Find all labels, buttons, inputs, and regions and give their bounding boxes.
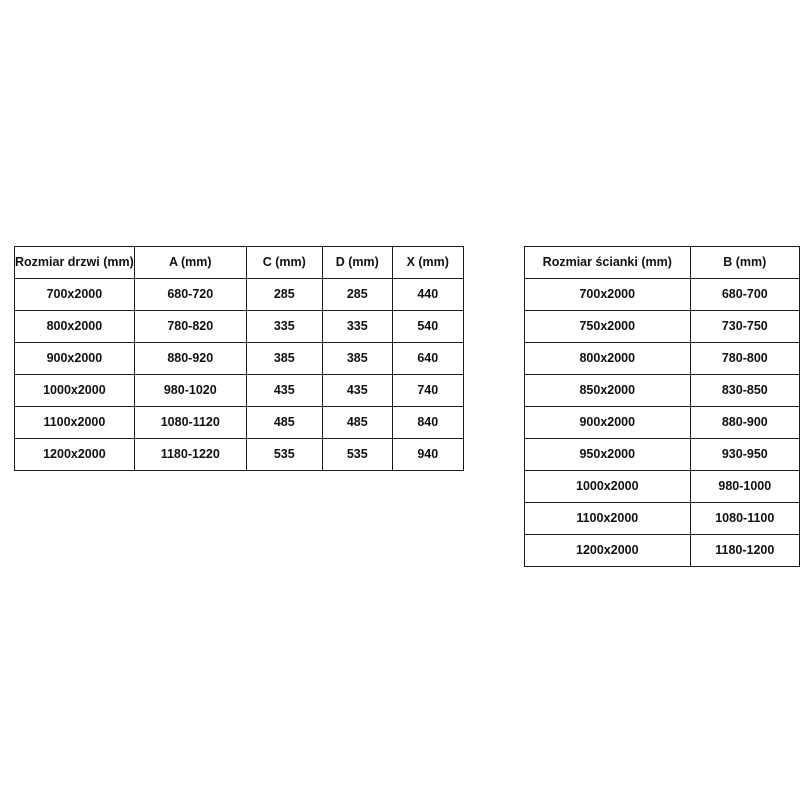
cell-a: 780-820 bbox=[134, 311, 246, 343]
cell-wall-size: 750x2000 bbox=[525, 311, 691, 343]
cell-b: 930-950 bbox=[690, 439, 799, 471]
cell-x: 440 bbox=[392, 279, 463, 311]
cell-x: 840 bbox=[392, 407, 463, 439]
cell-wall-size: 900x2000 bbox=[525, 407, 691, 439]
cell-b: 830-850 bbox=[690, 375, 799, 407]
cell-door-size: 1000x2000 bbox=[15, 375, 135, 407]
cell-a: 680-720 bbox=[134, 279, 246, 311]
cell-c: 435 bbox=[246, 375, 322, 407]
cell-b: 730-750 bbox=[690, 311, 799, 343]
door-size-table bbox=[14, 246, 464, 471]
column-header-b: B (mm) bbox=[690, 247, 799, 279]
column-header-d: D (mm) bbox=[322, 247, 392, 279]
column-header-a: A (mm) bbox=[134, 247, 246, 279]
cell-door-size: 700x2000 bbox=[15, 279, 135, 311]
table-row bbox=[15, 375, 464, 407]
table-row bbox=[525, 343, 800, 375]
cell-wall-size: 1200x2000 bbox=[525, 535, 691, 567]
table-row bbox=[15, 407, 464, 439]
table-row bbox=[525, 439, 800, 471]
cell-wall-size: 1100x2000 bbox=[525, 503, 691, 535]
cell-b: 880-900 bbox=[690, 407, 799, 439]
cell-door-size: 900x2000 bbox=[15, 343, 135, 375]
cell-c: 285 bbox=[246, 279, 322, 311]
column-header-c: C (mm) bbox=[246, 247, 322, 279]
cell-c: 485 bbox=[246, 407, 322, 439]
cell-d: 435 bbox=[322, 375, 392, 407]
cell-wall-size: 700x2000 bbox=[525, 279, 691, 311]
table-row bbox=[525, 503, 800, 535]
cell-x: 540 bbox=[392, 311, 463, 343]
table-row bbox=[525, 407, 800, 439]
table-row bbox=[525, 375, 800, 407]
cell-a: 980-1020 bbox=[134, 375, 246, 407]
cell-x: 640 bbox=[392, 343, 463, 375]
cell-wall-size: 800x2000 bbox=[525, 343, 691, 375]
cell-d: 285 bbox=[322, 279, 392, 311]
table-header-row bbox=[15, 247, 464, 279]
wall-size-table bbox=[524, 246, 800, 567]
cell-x: 940 bbox=[392, 439, 463, 471]
cell-b: 680-700 bbox=[690, 279, 799, 311]
cell-a: 880-920 bbox=[134, 343, 246, 375]
table-header-row bbox=[525, 247, 800, 279]
table-row bbox=[15, 439, 464, 471]
cell-c: 535 bbox=[246, 439, 322, 471]
cell-x: 740 bbox=[392, 375, 463, 407]
table-row bbox=[525, 279, 800, 311]
cell-d: 335 bbox=[322, 311, 392, 343]
cell-b: 1080-1100 bbox=[690, 503, 799, 535]
cell-door-size: 800x2000 bbox=[15, 311, 135, 343]
cell-wall-size: 950x2000 bbox=[525, 439, 691, 471]
cell-wall-size: 850x2000 bbox=[525, 375, 691, 407]
cell-wall-size: 1000x2000 bbox=[525, 471, 691, 503]
cell-d: 535 bbox=[322, 439, 392, 471]
column-header-x: X (mm) bbox=[392, 247, 463, 279]
table-row bbox=[525, 311, 800, 343]
cell-d: 385 bbox=[322, 343, 392, 375]
column-header-door-size: Rozmiar drzwi (mm) bbox=[15, 247, 135, 279]
table-row bbox=[525, 471, 800, 503]
table-row bbox=[525, 535, 800, 567]
table-row bbox=[15, 311, 464, 343]
cell-a: 1180-1220 bbox=[134, 439, 246, 471]
cell-door-size: 1200x2000 bbox=[15, 439, 135, 471]
cell-door-size: 1100x2000 bbox=[15, 407, 135, 439]
table-row bbox=[15, 343, 464, 375]
table-row bbox=[15, 279, 464, 311]
cell-a: 1080-1120 bbox=[134, 407, 246, 439]
cell-c: 335 bbox=[246, 311, 322, 343]
cell-b: 980-1000 bbox=[690, 471, 799, 503]
cell-c: 385 bbox=[246, 343, 322, 375]
cell-b: 1180-1200 bbox=[690, 535, 799, 567]
cell-d: 485 bbox=[322, 407, 392, 439]
cell-b: 780-800 bbox=[690, 343, 799, 375]
column-header-wall-size: Rozmiar ścianki (mm) bbox=[525, 247, 691, 279]
